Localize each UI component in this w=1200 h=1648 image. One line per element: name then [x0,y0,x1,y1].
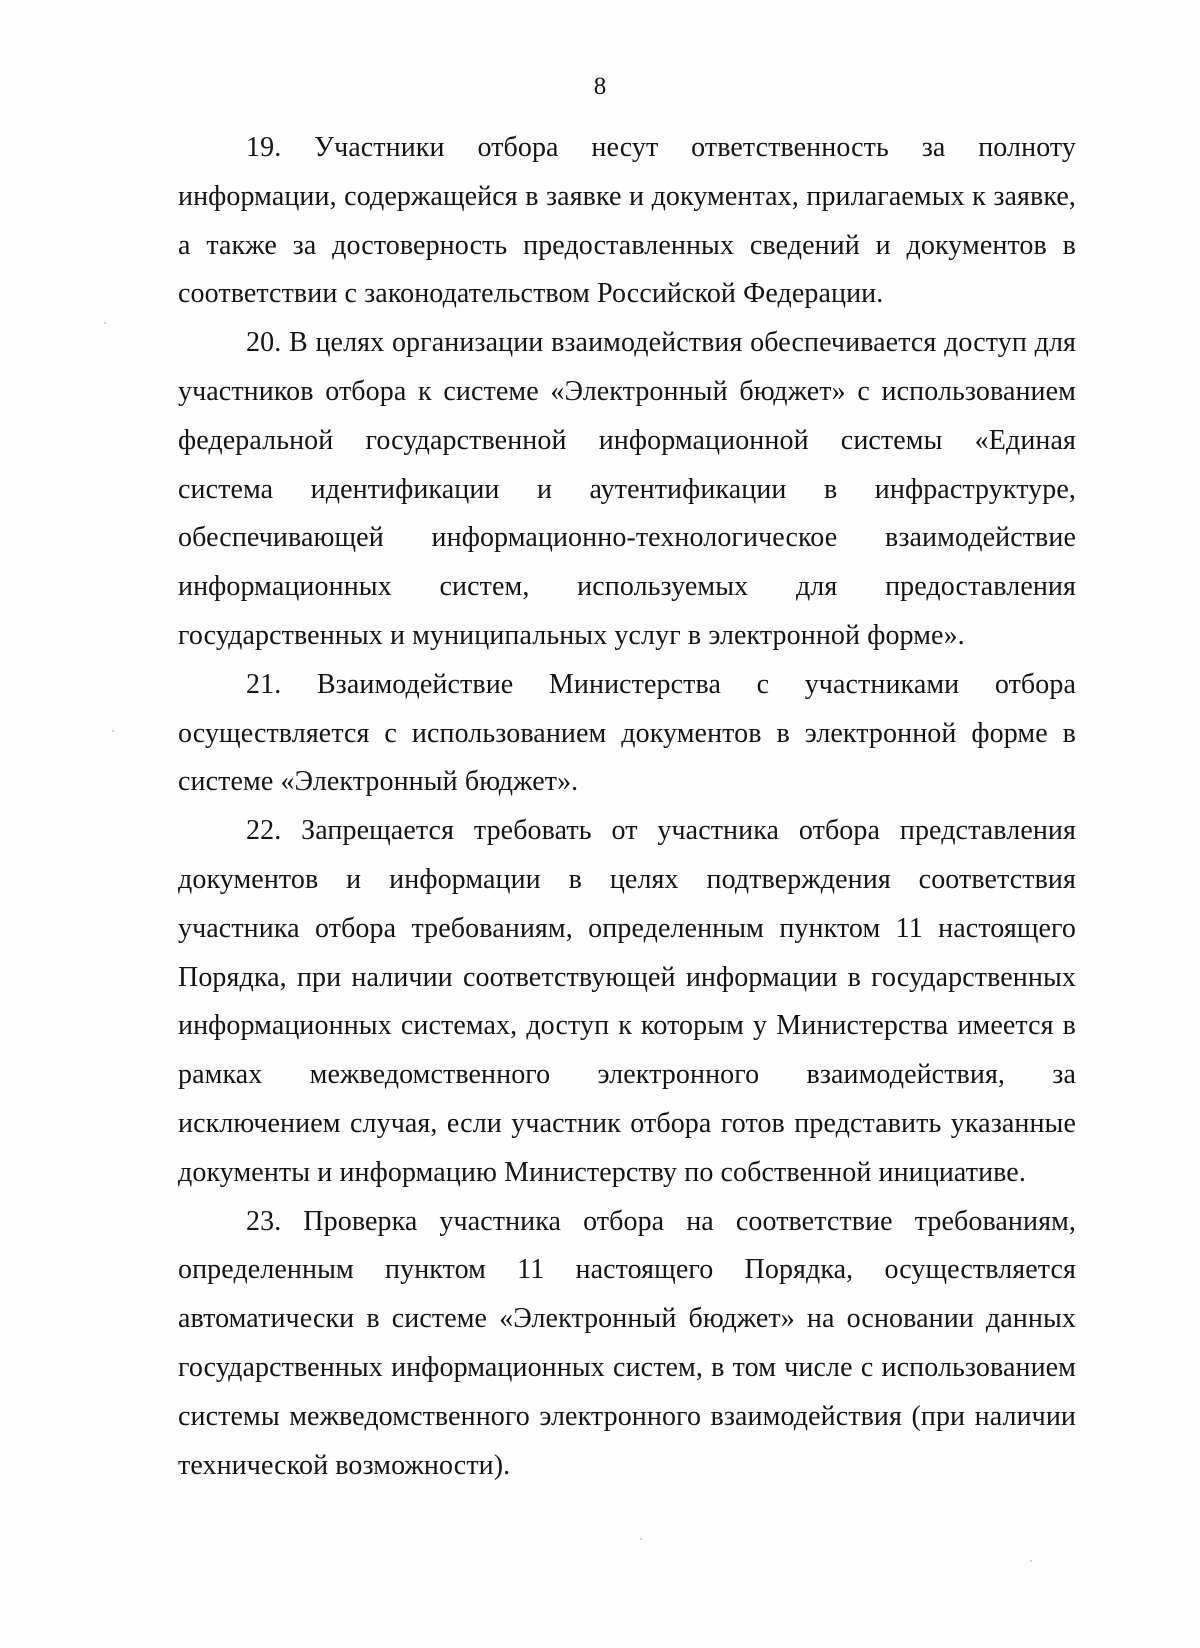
paragraph-20: 20. В целях организации взаимодействия обеспечивается доступ для участников отбора к системе «Электронный бюджет» с использованием федеральной государственной информационной системы «Единая система идентификации и аутентификации в инфраструктуре, обеспечивающей информационно-технологическое взаимодействие информационных систем, используемых для предоставления государственных и муниципальных услуг в электронной форме». [178,327,1076,651]
scan-speck [112,730,114,732]
scan-speck [104,322,106,324]
paragraph-19: 19. Участники отбора несут ответственность за полноту информации, содержащейся в заявке и документах, прилагаемых к заявке, а также за достоверность предоставленных сведений и документов в соответствии с законодательством Российской Федерации. [178,132,1076,310]
document-body [178,124,1076,1490]
paragraph-21: 21. Взаимодействие Министерства с участниками отбора осуществляется с использованием документов в электронной форме в системе «Электронный бюджет». [178,668,1076,798]
paragraph-22: 22. Запрещается требовать от участника отбора представления документов и информации в целях подтверждения соответствия участника отбора требованиям, определенным пунктом 11 настоящего Порядка, при наличии соответствующей информации в государственных информационных системах, доступ к которым у Министерства имеется в рамках межведомственного электронного взаимодействия, за исключением случая, если участник отбора готов представить указанные документы и информацию Министерству по собственной инициативе. [178,815,1076,1188]
scan-speck [640,1538,642,1540]
paragraph-23: 23. Проверка участника отбора на соответствие требованиям, определенным пунктом 11 настоящего Порядка, осуществляется автоматически в системе «Электронный бюджет» на основании данных государственных информационных систем, в том числе с использованием системы межведомственного электронного взаимодействия (при наличии технической возможности). [178,1205,1076,1481]
scan-speck [1030,1560,1032,1562]
page-number: 8 [593,73,607,100]
